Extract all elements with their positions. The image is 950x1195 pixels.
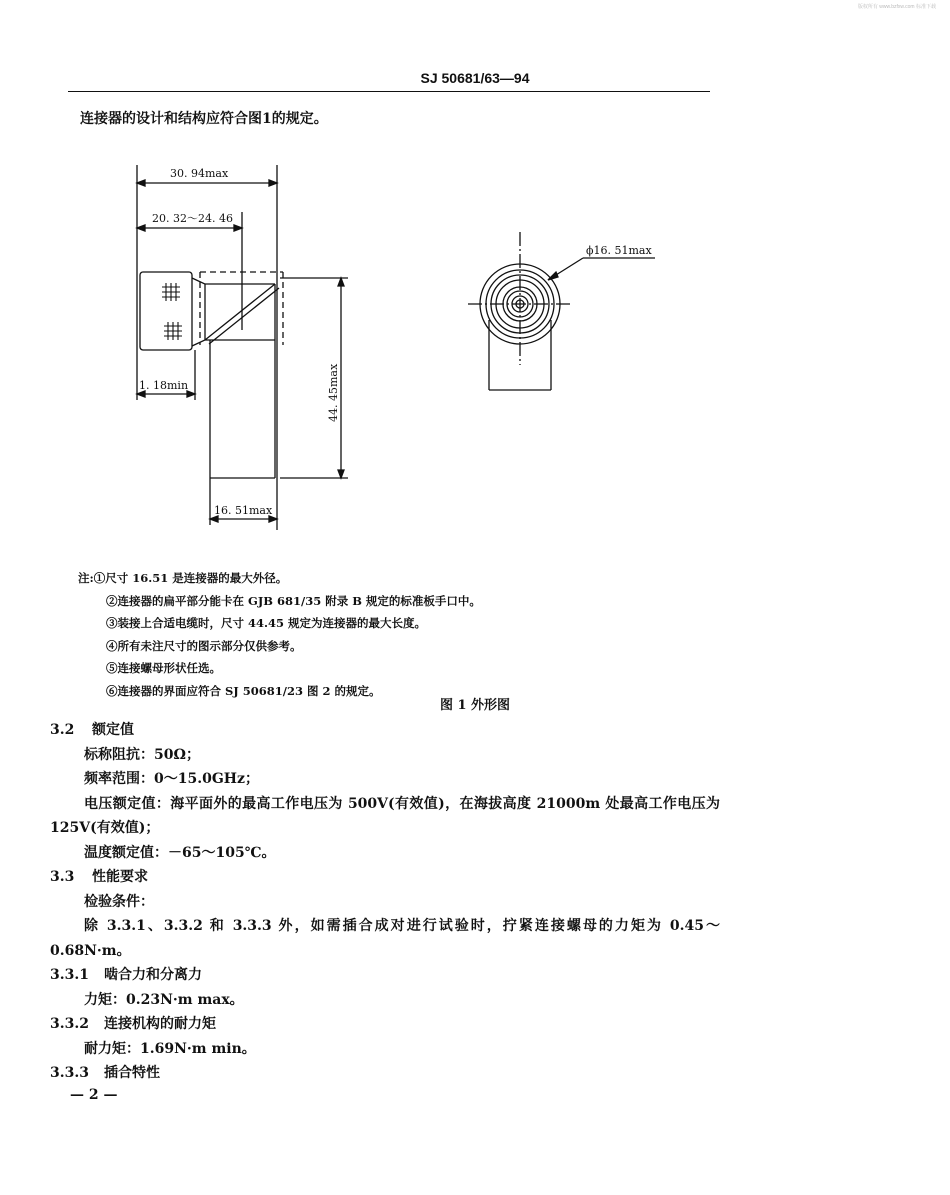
temperature-line: 温度额定值：－65～105℃。 [84,844,276,861]
impedance-line: 标称阻抗：50Ω； [84,746,200,763]
figure-caption: 图 1 外形图 [439,698,511,713]
section-number: 3.3.3 [50,1065,89,1081]
section-title: 啮合力和分离力 [104,967,202,983]
figure-notes [78,567,481,702]
doc-number-header: SJ 50681/63—94 [420,70,530,86]
body-text [50,718,720,1086]
note-item: ③装接上合适电缆时，尺寸 44.45 规定为连接器的最大长度。 [106,616,427,630]
dim-height: 44. 45max [327,363,340,422]
section-number: 3.3.2 [50,1016,89,1032]
section-title: 连接机构的耐力矩 [104,1016,216,1032]
voltage-paragraph: 电压额定值：海平面外的最高工作电压为 500V(有效值)，在海拔高度 21000m 处最高工作电压为 125V(有效值)； [50,795,720,836]
frequency-line: 频率范围：0～15.0GHz； [84,771,259,787]
section-number: 3.3 [50,869,75,885]
test-conditions-paragraph: 除 3.3.1、3.3.2 和 3.3.3 外，如需插合成对进行试验时，拧紧连接螺母的力矩为 0.45～0.68N·m。 [50,918,720,959]
watermark: 版权所有 www.bzfxw.com 标准下载 [857,4,936,10]
dim-nut-range: 20. 32～24. 46 [152,212,233,225]
section-heading-3-3 [50,865,720,890]
section-heading-3-2 [50,718,720,743]
note-item: ④所有未注尺寸的图示部分仅供参考。 [106,638,302,653]
dim-overall-length: 30. 94max [170,167,229,180]
test-conditions-label: 检验条件： [84,893,154,910]
section-number: 3.2 [50,722,75,738]
page-number: — 2 — [70,1087,118,1103]
section-heading-3-3-1 [50,963,720,988]
section-title: 插合特性 [104,1065,160,1081]
note-item: 注:①尺寸 16.51 是连接器的最大外径。 [78,571,288,585]
section-title: 额定值 [92,722,134,738]
section-number: 3.3.1 [50,967,89,983]
note-item: ⑥连接器的界面应符合 SJ 50681/23 图 2 的规定。 [106,683,381,698]
withstand-torque-line: 耐力矩：1.69N·m min。 [84,1040,256,1057]
note-item: ⑤连接螺母形状任选。 [106,661,221,675]
intro-text: 连接器的设计和结构应符合图1的规定。 [80,111,328,127]
dim-diameter-end: ϕ16. 51max [586,244,652,257]
dim-flat: 1. 18min [139,379,189,392]
note-item: ②连接器的扁平部分能卡在 GJB 681/35 附录 B 规定的标准板手口中。 [106,593,481,608]
section-title: 性能要求 [92,869,148,885]
torque-line: 力矩：0.23N·m max。 [84,991,244,1008]
dim-diameter-bottom: 16. 51max [214,504,273,517]
section-heading-3-3-3 [50,1061,720,1086]
section-heading-3-3-2 [50,1012,720,1037]
